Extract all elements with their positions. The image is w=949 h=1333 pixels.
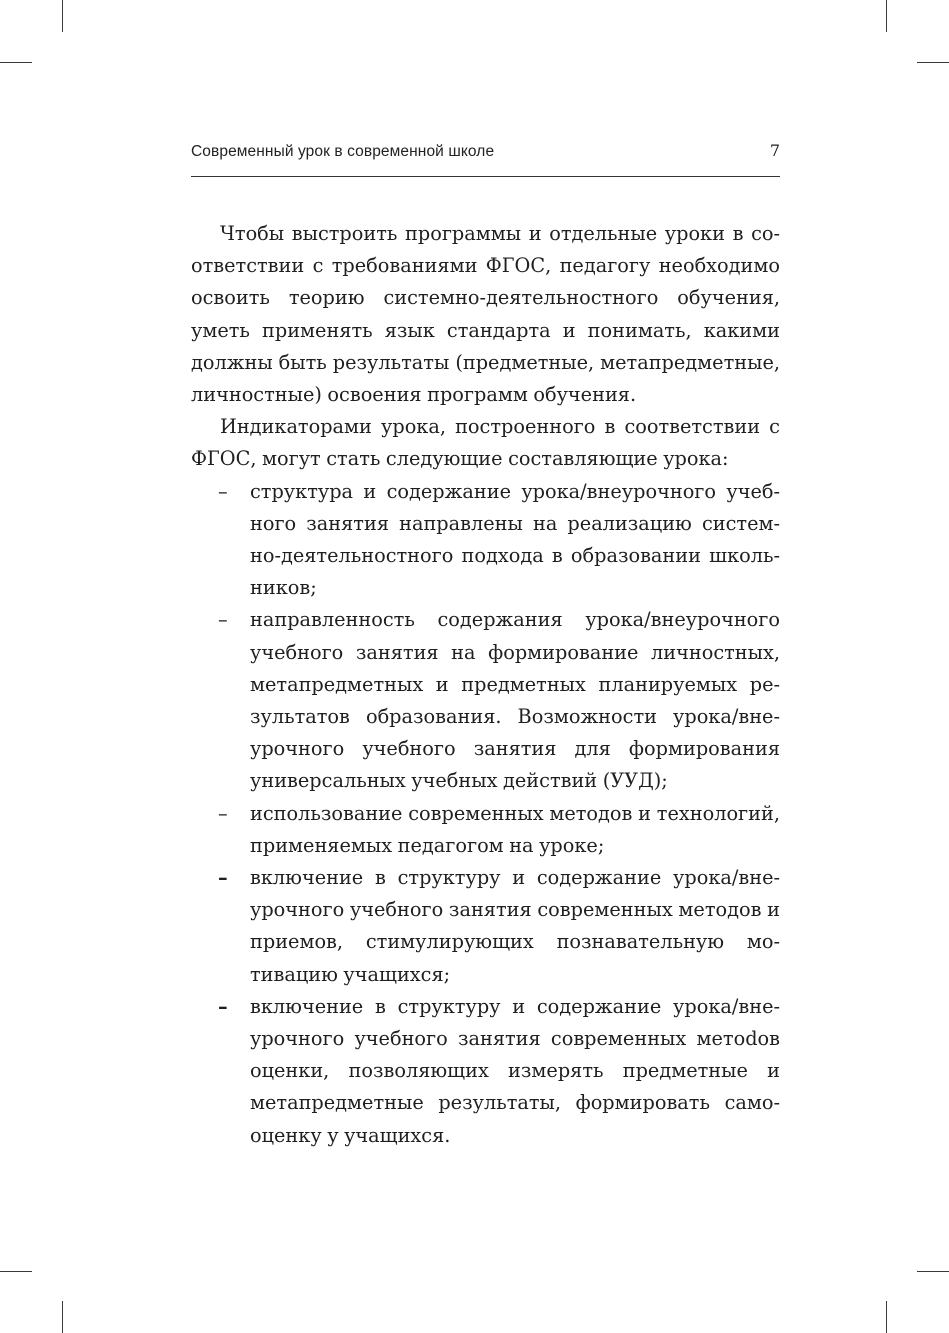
- crop-mark-top-right-horizontal: [917, 62, 949, 63]
- list-item: [218, 476, 780, 605]
- list-item-text: включение в структуру и содержание урока/внеурочного учебного занятия современных метоdов оценки, позволяющих измерять предметные и метапредметные результаты, формировать самооценку у учащихся.: [250, 994, 780, 1147]
- list-dash: –: [218, 801, 228, 825]
- indicator-list: [191, 476, 780, 1152]
- running-title: Современный урок в современной школе: [191, 143, 495, 160]
- crop-mark-bottom-right-vertical: [886, 1301, 887, 1333]
- list-item: [218, 604, 780, 797]
- running-head: [191, 143, 780, 169]
- paragraph: Чтобы выстроить программы и отдельные уроки в соответствии с требованиями ФГОС, педагогу необходимо освоить теорию системно-деятельностного обучения, уметь применять язык стандарта и понимать, какими должны быть результаты (предметные, метапредметные, личностные) освоения программ обучения.: [191, 222, 780, 407]
- list-dash: –: [218, 479, 228, 503]
- list-dash: –: [218, 608, 228, 632]
- list-item-text: направленность содержания урока/внеурочного учебного занятия на формирование личностных, метапредметных и предметных планируемых результатов образования. Возможности урока/внеурочного учебного занятия для формирования универсальных учебных действий (УУД);: [250, 608, 780, 793]
- page-body: [191, 218, 780, 1152]
- list-item: [218, 798, 780, 862]
- crop-mark-top-left-vertical: [62, 0, 63, 32]
- list-dash: –: [218, 994, 228, 1018]
- crop-mark-bottom-right-horizontal: [917, 1271, 949, 1272]
- crop-mark-top-left-horizontal: [0, 62, 32, 63]
- list-item: [218, 862, 780, 991]
- list-item-text: использование современных методов и технологий, применяемых педагогом на уроке;: [250, 801, 780, 857]
- header-rule: [191, 176, 780, 177]
- list-item-text: структура и содержание урока/внеурочного учебного занятия направлены на реализацию системно-деятельностного подхода в образовании школьников;: [250, 479, 780, 600]
- list-item: [218, 991, 780, 1152]
- crop-mark-bottom-left-horizontal: [0, 1271, 32, 1272]
- crop-mark-top-right-vertical: [886, 0, 887, 32]
- list-item-text: включение в структуру и содержание урока/внеурочного учебного занятия современных методов и приемов, стимулирующих познавательную мотивацию учащихся;: [250, 866, 780, 986]
- page-number: 7: [769, 141, 780, 160]
- crop-mark-bottom-left-vertical: [62, 1301, 63, 1333]
- paragraph: Индикаторами урока, построенного в соответствии с ФГОС, могут стать следующие составляющие урока:: [191, 415, 780, 471]
- list-dash: –: [218, 866, 228, 890]
